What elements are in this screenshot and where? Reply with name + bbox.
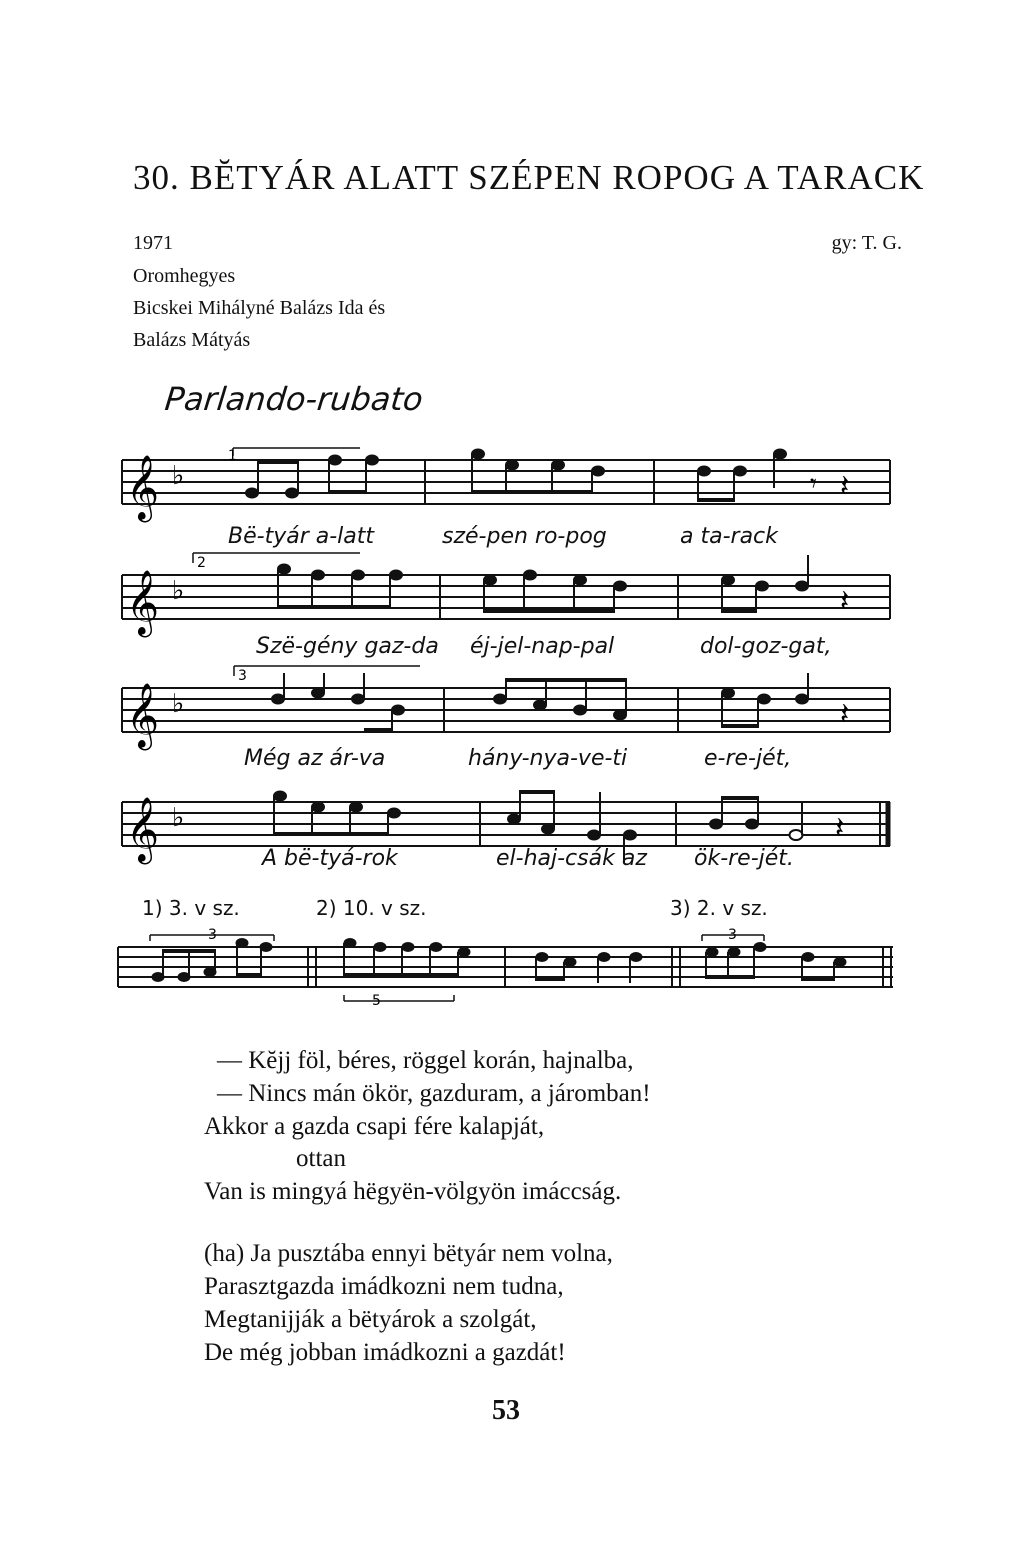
variant-label-3: 3) 2. v sz. xyxy=(670,896,768,920)
bracket-label-2: 2 xyxy=(197,555,206,571)
bracket-label-1: 1 xyxy=(228,448,237,464)
tempo-marking: Parlando-rubato xyxy=(163,380,425,418)
verse-1-line-2: — Nincs mán ökör, gazduram, a járomban! xyxy=(217,1080,651,1107)
tuplet-label-1: 3 xyxy=(208,927,217,943)
verse-1-line-3: Akkor a gazda csapi fére kalapját, xyxy=(204,1113,545,1140)
lyric-4-2: el-haj-csák az xyxy=(496,846,647,871)
flat-key-icon: ♭ xyxy=(172,461,185,491)
flat-key-icon: ♭ xyxy=(172,803,185,833)
quarter-rest-icon: 𝄽 xyxy=(840,584,850,619)
recording-year: 1971 xyxy=(133,232,173,254)
verse-1-line-1: — Kĕjj föl, béres, röggel korán, hajnalba, xyxy=(217,1047,634,1074)
page-number: 53 xyxy=(492,1395,520,1426)
tuplet-label-3: 3 xyxy=(728,927,737,943)
music-staff-3 xyxy=(0,668,1024,758)
variant-staff xyxy=(0,927,1024,1015)
quarter-rest-icon: 𝄽 xyxy=(840,697,850,732)
lyric-2-1: Szë-gény gaz-da xyxy=(256,634,439,659)
quarter-rest-icon: 𝄽 xyxy=(840,469,850,504)
music-staff-1 xyxy=(0,440,1024,530)
verse-2-line-1: (ha) Ja pusztába ennyi bëtyár nem volna, xyxy=(204,1240,613,1267)
lyric-2-2: éj-jel-nap-pal xyxy=(470,634,615,659)
verse-1-line-5: Van is mingyá hëgyën-völgyön imáccság. xyxy=(204,1178,622,1205)
collector: gy: T. G. xyxy=(831,232,902,254)
verse-2-line-2: Parasztgazda imádkozni nem tudna, xyxy=(204,1273,564,1300)
music-staff-2 xyxy=(0,555,1024,645)
treble-clef-icon: 𝄞 xyxy=(126,570,160,635)
song-title: 30. BĔTYÁR ALATT SZÉPEN ROPOG A TARACK xyxy=(133,158,925,197)
flat-key-icon: ♭ xyxy=(172,689,185,719)
lyric-3-2: hány-nya-ve-ti xyxy=(468,746,628,771)
treble-clef-icon: 𝄞 xyxy=(126,797,160,862)
quarter-rest-icon: 𝄽 xyxy=(835,811,845,846)
recording-place: Oromhegyes xyxy=(133,265,236,287)
verse-1-line-4: ottan xyxy=(296,1145,346,1172)
lyric-1-2: szé-pen ro-pog xyxy=(442,524,607,549)
variant-label-1: 1) 3. v sz. xyxy=(142,896,240,920)
treble-clef-icon: 𝄞 xyxy=(126,683,160,748)
lyric-3-1: Még az ár-va xyxy=(244,746,386,771)
verse-2-line-4: De még jobban imádkozni a gazdát! xyxy=(204,1339,566,1366)
lyric-4-1: A bë-tyá-rok xyxy=(262,846,398,871)
lyric-1-1: Bë-tyár a-latt xyxy=(228,524,374,549)
lyric-3-3: e-re-jét, xyxy=(704,746,792,771)
singer-line-1: Bicskei Mihályné Balázs Ida és xyxy=(133,297,386,319)
eighth-rest-icon: 𝄾 xyxy=(810,469,817,499)
lyric-2-3: dol-goz-gat, xyxy=(700,634,832,659)
singer-line-2: Balázs Mátyás xyxy=(133,329,251,351)
tuplet-label-2: 5 xyxy=(372,993,381,1009)
flat-key-icon: ♭ xyxy=(172,576,185,606)
lyric-4-3: ök-re-jét. xyxy=(694,846,794,871)
bracket-label-3: 3 xyxy=(238,668,247,684)
lyric-1-3: a ta-rack xyxy=(680,524,778,549)
treble-clef-icon: 𝄞 xyxy=(126,455,160,520)
verse-2-line-3: Megtanijják a bëtyárok a szolgát, xyxy=(204,1306,537,1333)
variant-label-2: 2) 10. v sz. xyxy=(316,896,427,920)
